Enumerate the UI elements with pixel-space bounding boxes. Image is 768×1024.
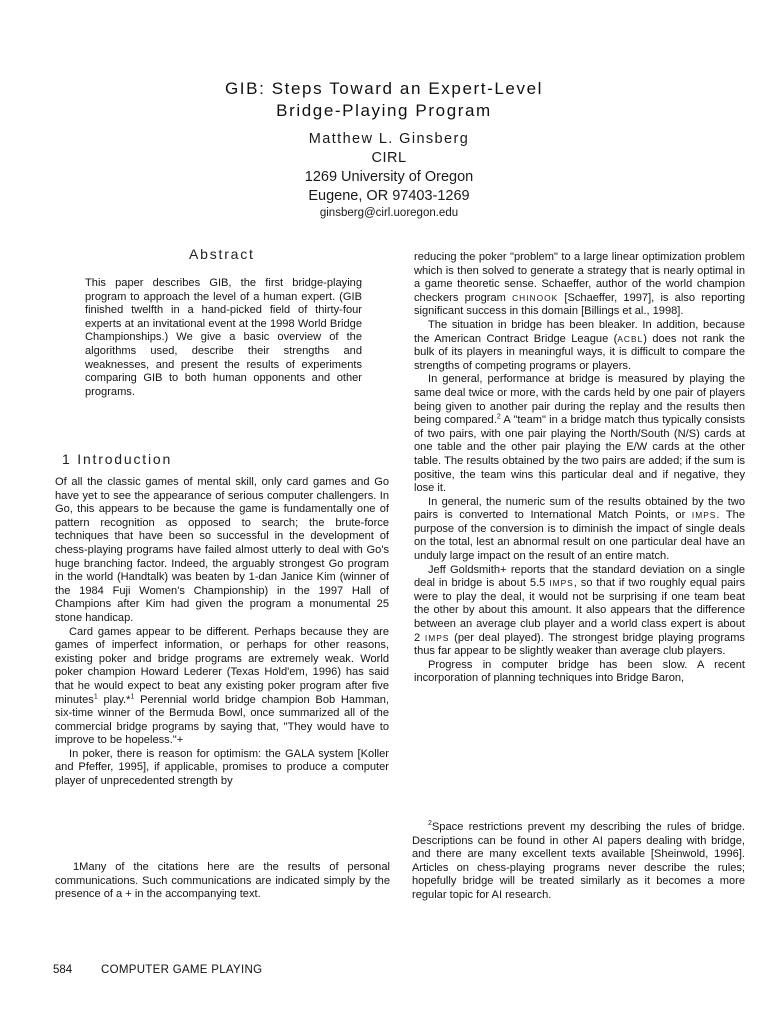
author-organization: CIRL	[371, 150, 407, 166]
footnote-1-text: Many of the citations here are the results of personal communications. Such communications are indicated simply by the presence of a + in the accompanying text.	[55, 861, 390, 901]
footnote-marker: 2	[496, 413, 501, 421]
author-address-line-1: 1269 University of Oregon	[304, 169, 474, 185]
abstract-paragraph: This paper describes GIB, the first bridge-playing program to approach the level of a human expert. (GIB finished twelfth in a hand-picked field of thirty-four experts at an invitational event at the 1998 World Bridge Championships.) We give a basic overview of the algorithms used, describe their strengths and weaknesses, and present the results of experiments comparing GIB to both human opponents and other programs.	[85, 277, 362, 398]
right-p1-text-b: [Schaeffer, 1997], is also reporting significant success in this domain [Billings et al., 1998].	[414, 291, 745, 318]
author-address-line-2: Eugene, OR 97403-1269	[308, 188, 470, 204]
acronym-acbl: ACBL	[617, 333, 644, 344]
right-paragraph-3	[414, 373, 745, 495]
footnote-2	[412, 821, 745, 903]
right-p5-text-c: (per deal played). The strongest bridge playing programs thus far appear to be slightly weaker than average club players.	[414, 631, 745, 658]
author-email: ginsberg@cirl.uoregon.edu	[319, 207, 459, 219]
right-p4-text-b: . The purpose of the conversion is to diminish the impact of single deals on the total, lest an abnormal result on one particular deal have an unduly large impact on the result of an entire match.	[414, 509, 745, 563]
right-p5-text-a: Jeff Goldsmith+ reports that the standard deviation on a single deal in bridge is about 5.5	[414, 563, 745, 590]
paper-title-line-2: Bridge-Playing Program	[276, 101, 492, 120]
footnote-marker: 1	[93, 692, 98, 700]
intro-p2-text-c: Perennial world bridge champion Bob Hamman, six-time winner of the Bermuda Bowl, once summarized all of the commercial bridge programs by saying that, "They would have to improve to be hopeless."+	[55, 693, 390, 747]
footnote-1-number: 1	[73, 861, 80, 873]
introduction-section	[55, 476, 389, 789]
right-p3-text-b: A "team" in a bridge match thus typically consists of two pairs, with one pair playing the North/South (N/S) cards at one table and the other pair playing the E/W cards at the other table. The results obtained by the two pairs are added; if the sum is positive, the team wins this particular deal and if negative, they lose it.	[414, 414, 746, 495]
acronym-imps: IMPS	[424, 632, 450, 643]
footnote-2-number: 2	[428, 820, 432, 828]
right-paragraph-5	[414, 564, 745, 659]
right-p5-text-b: , so that if two roughly equal pairs were to play the deal, it would not be surprising if one team beat the other by about this amount. It also appears that the difference between an average club player and a world class expert is about 2	[414, 577, 745, 644]
intro-p2-text-b: play.*	[97, 693, 131, 706]
running-head: COMPUTER GAME PLAYING	[101, 964, 263, 976]
footnote-2-text: Space restrictions prevent my describing the rules of bridge. Descriptions can be found in other AI papers dealing with bridge, and there are many excellent texts available [Sheinwold, 1996]. Articles on chess-playing programs never describe the rules; hopefully bridge will be treated similarly as it becomes a more regular topic for AI research.	[412, 821, 745, 901]
abstract-section	[85, 277, 362, 399]
acronym-imps: IMPS	[549, 578, 574, 589]
acronym-imps: IMPS	[691, 510, 717, 521]
abstract-heading: Abstract	[189, 246, 255, 262]
right-p1-text-a: reducing the poker "problem" to a large linear optimization problem which is then solved to generate a strategy that is nearly optimal in a game theoretic sense. Schaeffer, author of the world champion checkers program	[414, 251, 745, 304]
intro-paragraph-2	[55, 626, 389, 748]
introduction-heading: 1 Introduction	[62, 451, 173, 467]
intro-paragraph-1: Of all the classic games of mental skill, only card games and Go have yet to see the appearance of serious computer challengers. In Go, this appears to be because the game is fundamentally one of pattern recognition as opposed to search; the brute-force techniques that have been so successful in the development of chess-playing programs have failed almost utterly to deal with Go's huge branching factor. Indeed, the arguably strongest Go program in the world (Handtalk) was beaten by 1-dan Janice Kim (winner of the 1984 Fuji Women's Championship) in the 1997 Hall of Champions after Kim had given the program a monumental 25 stone handicap.	[55, 476, 389, 624]
paper-title-line-1: GIB: Steps Toward an Expert-Level	[224, 79, 543, 98]
right-p3-text-a: In general, performance at bridge is measured by playing the same deal twice or more, with the cards held by one pair of players being given to another pair during the replay and the results then being compared.	[414, 373, 745, 427]
right-p4-text-a: In general, the numeric sum of the results obtained by the two pairs is converted to International Match Points, or	[414, 495, 745, 522]
right-paragraph-2	[414, 319, 745, 373]
right-paragraph-6: Progress in computer bridge has been slow. A recent incorporation of planning techniques into Bridge Baron,	[414, 658, 745, 685]
right-paragraph-1	[414, 251, 745, 319]
intro-p2-text-a: Card games appear to be different. Perhaps because they are games of imperfect information, or perhaps for other reasons, existing poker and bridge programs are extremely weak. World poker champion Howard Lederer (Texas Hold'em, 1996) has said that he would expect to beat any existing poker program after five minutes	[55, 625, 389, 706]
footnote-marker: 1	[130, 692, 135, 700]
right-p2-text-b: ) does not rank the bulk of its players in meaningful ways, it is difficult to compare the strengths of competing programs or players.	[414, 332, 745, 372]
right-column-body	[414, 251, 745, 686]
author-name: Matthew L. Ginsberg	[308, 131, 470, 147]
page-number: 584	[53, 964, 73, 976]
intro-paragraph-3: In poker, there is reason for optimism: the GALA system [Koller and Pfeffer, 1995], if applicable, promises to produce a computer player of unprecedented strength by	[55, 747, 389, 788]
program-name-chinook: CHINOOK	[512, 292, 559, 303]
right-p2-text-a: The situation in bridge has been bleaker. In addition, because the American Contract Bridge League (	[414, 318, 745, 345]
footnote-1	[55, 861, 390, 902]
right-paragraph-4	[414, 496, 745, 564]
